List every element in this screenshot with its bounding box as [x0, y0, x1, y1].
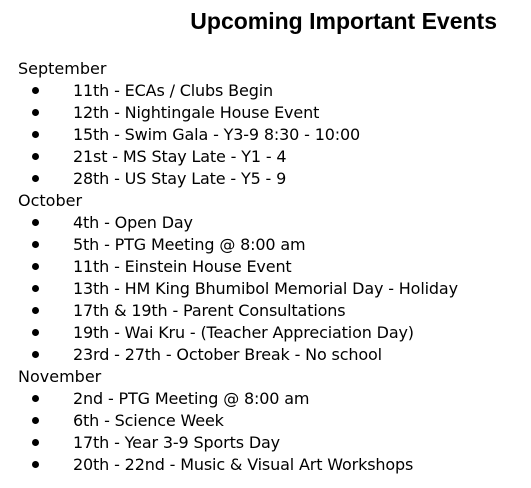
event-text: 11th - ECAs / Clubs Begin [73, 81, 273, 100]
november-events [18, 388, 414, 476]
event-text: 5th - PTG Meeting @ 8:00 am [73, 235, 306, 254]
event-text: 6th - Science Week [73, 411, 224, 430]
bullet-icon [32, 87, 39, 94]
event-item [18, 256, 292, 278]
event-text: 20th - 22nd - Music & Visual Art Workshops [73, 455, 414, 474]
event-item [18, 102, 320, 124]
bullet-icon [32, 395, 39, 402]
month-section-october [18, 190, 458, 366]
october-events [18, 212, 458, 366]
event-text: 15th - Swim Gala - Y3-9 8:30 - 10:00 [73, 125, 361, 144]
bullet-icon [32, 439, 39, 446]
event-text: 2nd - PTG Meeting @ 8:00 am [73, 389, 310, 408]
event-item [18, 410, 224, 432]
event-item [18, 234, 306, 256]
bullet-icon [32, 351, 39, 358]
event-item [18, 432, 280, 454]
event-text: 19th - Wai Kru - (Teacher Appreciation Day) [73, 323, 414, 342]
bullet-icon [32, 417, 39, 424]
event-text: 17th - Year 3-9 Sports Day [73, 433, 280, 452]
bullet-icon [32, 241, 39, 248]
event-text: 28th - US Stay Late - Y5 - 9 [73, 169, 287, 188]
september-events [18, 80, 361, 190]
event-item [18, 344, 382, 366]
event-text: 12th - Nightingale House Event [73, 103, 320, 122]
event-item [18, 168, 287, 190]
month-section-september [18, 58, 361, 190]
event-item [18, 300, 346, 322]
bullet-icon [32, 109, 39, 116]
event-text: 17th & 19th - Parent Consultations [73, 301, 346, 320]
event-item [18, 322, 414, 344]
bullet-icon [32, 461, 39, 468]
event-text: 13th - HM King Bhumibol Memorial Day - Holiday [73, 279, 458, 298]
bullet-icon [32, 219, 39, 226]
page-title: Upcoming Important Events [190, 8, 497, 34]
event-item [18, 278, 458, 300]
event-text: 23rd - 27th - October Break - No school [73, 345, 382, 364]
event-item [18, 454, 414, 476]
event-item [18, 124, 361, 146]
event-text: 11th - Einstein House Event [73, 257, 292, 276]
event-text: 4th - Open Day [73, 213, 193, 232]
month-heading-september: September [18, 59, 107, 78]
event-item [18, 146, 287, 168]
events-list [18, 58, 458, 476]
month-heading-october: October [18, 191, 83, 210]
event-item [18, 80, 273, 102]
bullet-icon [32, 131, 39, 138]
event-text: 21st - MS Stay Late - Y1 - 4 [73, 147, 287, 166]
bullet-icon [32, 263, 39, 270]
bullet-icon [32, 285, 39, 292]
bullet-icon [32, 153, 39, 160]
bullet-icon [32, 175, 39, 182]
month-heading-november: November [18, 367, 102, 386]
event-item [18, 388, 310, 410]
month-section-november [18, 366, 414, 476]
bullet-icon [32, 307, 39, 314]
bullet-icon [32, 329, 39, 336]
event-item [18, 212, 193, 234]
